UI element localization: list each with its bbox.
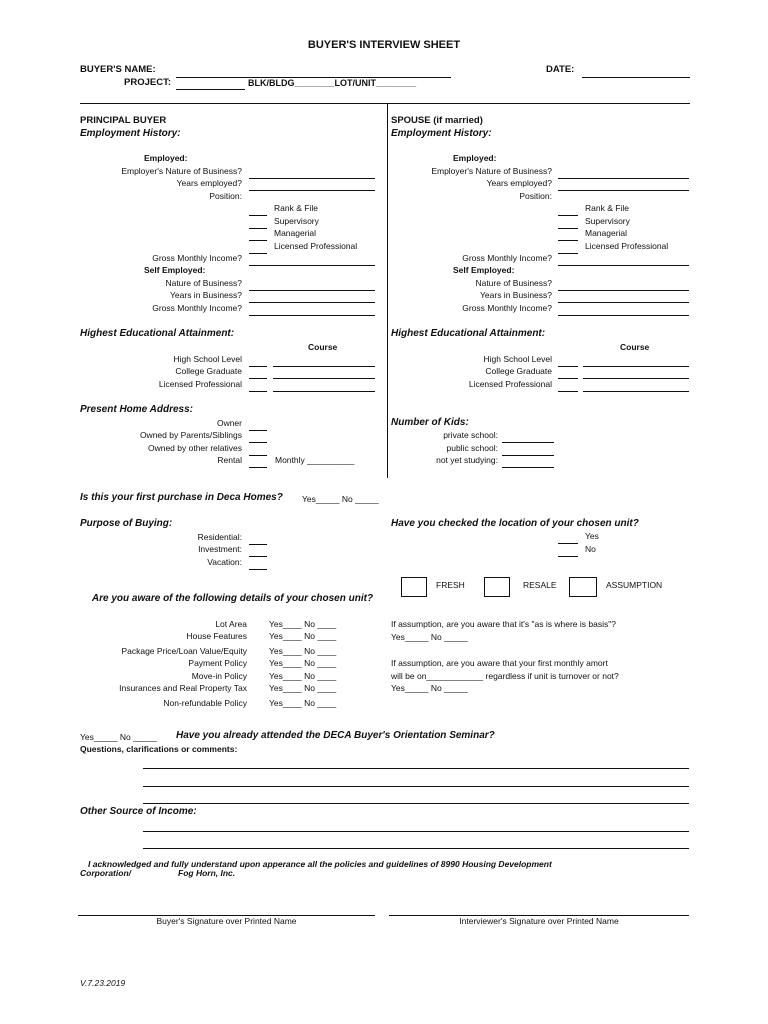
date-field[interactable] bbox=[582, 77, 690, 78]
interviewer-signature-label: Interviewer's Signature over Printed Name bbox=[459, 916, 619, 926]
principal-course-field[interactable] bbox=[273, 378, 375, 379]
awareness-answer[interactable]: Yes____ No ____ bbox=[269, 698, 337, 708]
principal-years-field[interactable] bbox=[249, 190, 375, 191]
spouse-years-employed: Years employed? bbox=[486, 178, 552, 188]
purpose-option: Investment: bbox=[198, 544, 242, 554]
blk-lot-label: BLK/BLDG________LOT/UNIT________ bbox=[248, 78, 417, 88]
spouse-years-field[interactable] bbox=[558, 190, 689, 191]
principal-years-business: Years in Business? bbox=[170, 290, 242, 300]
spouse-position-option: Licensed Professional bbox=[585, 241, 669, 251]
location-yes-label: Yes bbox=[585, 531, 599, 541]
spouse-course-field[interactable] bbox=[583, 378, 689, 379]
purpose-check[interactable] bbox=[249, 569, 267, 570]
spouse-self-employed: Self Employed: bbox=[453, 265, 515, 275]
first-purchase-answer[interactable]: Yes_____ No _____ bbox=[302, 494, 379, 504]
awareness-answer[interactable]: Yes____ No ____ bbox=[269, 646, 337, 656]
principal-self-nature-field[interactable] bbox=[249, 290, 375, 291]
spouse-heading: SPOUSE (if married) bbox=[391, 115, 483, 126]
spouse-education-level: High School Level bbox=[483, 354, 552, 364]
buyer-signature-label: Buyer's Signature over Printed Name bbox=[156, 916, 297, 926]
kids-item: not yet studying: bbox=[436, 455, 498, 465]
resale-checkbox[interactable] bbox=[484, 577, 510, 597]
awareness-item: House Features bbox=[186, 631, 247, 641]
fresh-checkbox[interactable] bbox=[401, 577, 427, 597]
assumption-checkbox[interactable] bbox=[569, 577, 597, 597]
principal-self-gross: Gross Monthly Income? bbox=[152, 303, 242, 313]
address-option: Owned by Parents/Siblings bbox=[139, 430, 242, 440]
principal-position-check[interactable] bbox=[249, 228, 267, 229]
awareness-answer[interactable]: Yes____ No ____ bbox=[269, 658, 337, 668]
assumption-a1[interactable]: Yes_____ No _____ bbox=[391, 632, 468, 642]
spouse-course-field[interactable] bbox=[583, 391, 689, 392]
location-question: Have you checked the location of your chosen unit? bbox=[391, 518, 639, 529]
assumption-label: ASSUMPTION bbox=[606, 580, 663, 590]
purpose-check[interactable] bbox=[249, 544, 267, 545]
address-check[interactable] bbox=[249, 467, 267, 468]
rental-monthly-field[interactable]: Monthly __________ bbox=[275, 455, 355, 465]
fresh-label: FRESH bbox=[436, 580, 465, 590]
principal-education-check[interactable] bbox=[249, 366, 267, 367]
acknowledgement-line1: I acknowledged and fully understand upon apperance all the policies and guidelines of 8990 Housing Development bbox=[88, 859, 552, 869]
principal-years-business-field[interactable] bbox=[249, 302, 375, 303]
spouse-employed: Employed: bbox=[453, 153, 497, 163]
principal-position-check[interactable] bbox=[249, 253, 267, 254]
assumption-q2: If assumption, are you aware that your first monthly amort bbox=[391, 658, 608, 668]
spouse-course-label: Course bbox=[620, 342, 650, 352]
principal-course-label: Course bbox=[308, 342, 338, 352]
kids-item: private school: bbox=[443, 430, 498, 440]
spouse-position: Position: bbox=[519, 191, 552, 201]
spouse-gross-income: Gross Monthly Income? bbox=[462, 253, 552, 263]
principal-self-nature: Nature of Business? bbox=[165, 278, 242, 288]
comments-line[interactable] bbox=[143, 768, 689, 769]
comments-label: Questions, clarifications or comments: bbox=[80, 744, 238, 754]
address-check[interactable] bbox=[249, 455, 267, 456]
location-no-label: No bbox=[585, 544, 596, 554]
principal-employed: Employed: bbox=[144, 153, 188, 163]
other-income-line[interactable] bbox=[143, 831, 689, 832]
awareness-answer[interactable]: Yes____ No ____ bbox=[269, 619, 337, 629]
principal-position-option: Licensed Professional bbox=[274, 241, 358, 251]
version-label: V.7.23.2019 bbox=[80, 978, 126, 988]
awareness-item: Non-refundable Policy bbox=[163, 698, 247, 708]
comments-line[interactable] bbox=[143, 786, 689, 787]
principal-self-gross-field[interactable] bbox=[249, 315, 375, 316]
awareness-heading: Are you aware of the following details of your chosen unit? bbox=[91, 593, 374, 604]
principal-nature-field[interactable] bbox=[249, 178, 375, 179]
project-label: PROJECT: bbox=[124, 77, 171, 88]
buyers-name-label: BUYER'S NAME: bbox=[80, 64, 156, 75]
principal-position-check[interactable] bbox=[249, 215, 267, 216]
kids-heading: Number of Kids: bbox=[391, 417, 469, 428]
spouse-position-option: Managerial bbox=[585, 228, 628, 238]
principal-position-option: Managerial bbox=[274, 228, 317, 238]
assumption-q3[interactable]: will be on____________ regardless if unit is turnover or not? bbox=[391, 671, 619, 681]
other-income-line[interactable] bbox=[143, 848, 689, 849]
spouse-education-check[interactable] bbox=[558, 391, 578, 392]
column-divider bbox=[387, 103, 388, 478]
principal-education-level: High School Level bbox=[173, 354, 242, 364]
principal-course-field[interactable] bbox=[273, 391, 375, 392]
spouse-course-field[interactable] bbox=[583, 366, 689, 367]
spouse-years-business-field[interactable] bbox=[558, 302, 689, 303]
location-yes-check[interactable] bbox=[558, 543, 578, 544]
acknowledgement-line2a: Corporation/ bbox=[80, 868, 131, 878]
spouse-position-option: Rank & File bbox=[585, 203, 629, 213]
principal-heading: PRINCIPAL BUYER bbox=[80, 115, 167, 126]
first-purchase-question: Is this your first purchase in Deca Homes? bbox=[80, 492, 283, 503]
principal-position-option: Rank & File bbox=[274, 203, 318, 213]
principal-education-level: Licensed Professional bbox=[158, 379, 242, 389]
address-check[interactable] bbox=[249, 442, 267, 443]
principal-years-employed: Years employed? bbox=[176, 178, 242, 188]
purpose-option: Residential: bbox=[197, 532, 242, 542]
kids-field[interactable] bbox=[502, 442, 554, 443]
address-option: Owned by other relatives bbox=[147, 443, 242, 453]
principal-position-option: Supervisory bbox=[274, 216, 319, 226]
spouse-self-nature-field[interactable] bbox=[558, 290, 689, 291]
spouse-education-heading: Highest Educational Attainment: bbox=[391, 328, 546, 339]
spouse-self-gross: Gross Monthly Income? bbox=[462, 303, 552, 313]
principal-position: Position: bbox=[209, 191, 242, 201]
spouse-years-business: Years in Business? bbox=[480, 290, 552, 300]
principal-employment-history: Employment History: bbox=[80, 128, 181, 139]
purpose-check[interactable] bbox=[249, 556, 267, 557]
spouse-employment-history: Employment History: bbox=[391, 128, 492, 139]
principal-education-check[interactable] bbox=[249, 391, 267, 392]
awareness-item: Package Price/Loan Value/Equity bbox=[121, 646, 247, 656]
awareness-item: Payment Policy bbox=[188, 658, 247, 668]
spouse-self-gross-field[interactable] bbox=[558, 315, 689, 316]
address-check[interactable] bbox=[249, 430, 267, 431]
address-option: Rental bbox=[217, 455, 242, 465]
spouse-nature-field[interactable] bbox=[558, 178, 689, 179]
spouse-education-level: Licensed Professional bbox=[468, 379, 552, 389]
resale-label: RESALE bbox=[523, 580, 557, 590]
location-no-check[interactable] bbox=[558, 556, 578, 557]
principal-course-field[interactable] bbox=[273, 366, 375, 367]
spouse-position-check[interactable] bbox=[558, 253, 578, 254]
principal-education-check[interactable] bbox=[249, 378, 267, 379]
project-field[interactable] bbox=[176, 89, 245, 90]
spouse-position-option: Supervisory bbox=[585, 216, 630, 226]
spouse-position-check[interactable] bbox=[558, 240, 578, 241]
spouse-self-nature: Nature of Business? bbox=[475, 278, 552, 288]
spouse-nature-business: Employer's Nature of Business? bbox=[431, 166, 552, 176]
spouse-position-check[interactable] bbox=[558, 215, 578, 216]
seminar-question: Have you already attended the DECA Buyer's Orientation Seminar? bbox=[176, 730, 495, 741]
date-label: DATE: bbox=[546, 64, 575, 75]
awareness-answer[interactable]: Yes____ No ____ bbox=[269, 683, 337, 693]
kids-item: public school: bbox=[446, 443, 498, 453]
header-divider bbox=[80, 103, 690, 104]
purpose-heading: Purpose of Buying: bbox=[80, 518, 173, 529]
assumption-a2[interactable]: Yes_____ No _____ bbox=[391, 683, 468, 693]
awareness-answer[interactable]: Yes____ No ____ bbox=[269, 671, 337, 681]
principal-gross-field[interactable] bbox=[249, 265, 375, 266]
spouse-education-check[interactable] bbox=[558, 366, 578, 367]
kids-field[interactable] bbox=[502, 455, 554, 456]
assumption-q1: If assumption, are you aware that it's "as is where is basis"? bbox=[391, 619, 616, 629]
principal-education-level: College Graduate bbox=[175, 366, 242, 376]
seminar-answer[interactable]: Yes_____ No _____ bbox=[80, 732, 157, 742]
spouse-position-check[interactable] bbox=[558, 228, 578, 229]
other-income-label: Other Source of Income: bbox=[80, 806, 197, 817]
principal-position-check[interactable] bbox=[249, 240, 267, 241]
principal-self-employed: Self Employed: bbox=[144, 265, 206, 275]
spouse-education-check[interactable] bbox=[558, 378, 578, 379]
principal-education-heading: Highest Educational Attainment: bbox=[80, 328, 235, 339]
awareness-item: Insurances and Real Property Tax bbox=[119, 683, 247, 693]
awareness-item: Lot Area bbox=[215, 619, 247, 629]
awareness-answer[interactable]: Yes____ No ____ bbox=[269, 631, 337, 641]
comments-line[interactable] bbox=[143, 803, 689, 804]
purpose-option: Vacation: bbox=[207, 557, 242, 567]
awareness-item: Move-in Policy bbox=[191, 671, 247, 681]
spouse-education-level: College Graduate bbox=[485, 366, 552, 376]
spouse-gross-field[interactable] bbox=[558, 265, 689, 266]
address-heading: Present Home Address: bbox=[80, 404, 193, 415]
acknowledgement-line2b: Fog Horn, Inc. bbox=[178, 868, 236, 878]
principal-gross-income: Gross Monthly Income? bbox=[152, 253, 242, 263]
address-option: Owner bbox=[216, 418, 242, 428]
kids-field[interactable] bbox=[502, 467, 554, 468]
page-title: BUYER'S INTERVIEW SHEET bbox=[307, 39, 461, 51]
principal-nature-business: Employer's Nature of Business? bbox=[121, 166, 242, 176]
